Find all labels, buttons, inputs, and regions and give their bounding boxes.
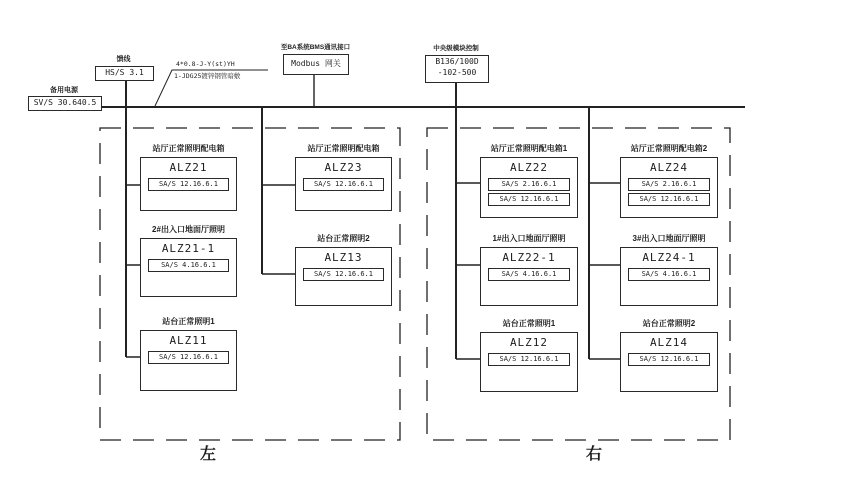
left-group-caption: 左 — [200, 446, 217, 463]
power-supply-box: SV/S 30.640.5 — [28, 96, 102, 111]
device-box — [620, 332, 718, 392]
device-alz21-1 — [140, 224, 237, 297]
device-label: 站厅正常照明配电箱2 — [630, 144, 708, 153]
device-alz14 — [620, 318, 718, 392]
device-code: ALZ24-1 — [642, 251, 696, 264]
device-label: 站台正常照明1 — [162, 317, 215, 326]
power-supply-label: 备用电源 — [50, 87, 78, 94]
device-box — [480, 332, 578, 392]
actuator-module: SA/S 4.16.6.1 — [488, 268, 570, 281]
actuator-module: SA/S 12.16.6.1 — [148, 178, 229, 191]
right-group-caption: 右 — [586, 446, 603, 463]
actuator-module: SA/S 2.16.6.1 — [488, 178, 570, 191]
central-control-model-line1: B136/100D — [435, 57, 479, 66]
stub-lines-a — [126, 185, 140, 357]
device-box — [480, 157, 578, 218]
device-label: 站台正常照明2 — [317, 234, 370, 243]
device-alz24 — [620, 143, 718, 218]
device-alz22-1 — [480, 233, 578, 306]
feeder-box: HS/S 3.1 — [95, 66, 154, 81]
device-label: 站台正常照明2 — [642, 319, 696, 328]
device-code: ALZ21-1 — [161, 242, 216, 255]
device-box — [140, 238, 237, 297]
actuator-module: SA/S 2.16.6.1 — [628, 178, 710, 191]
device-box — [140, 330, 237, 391]
actuator-module: SA/S 12.16.6.1 — [488, 193, 570, 206]
device-label: 3#出入口地面厅照明 — [632, 234, 706, 243]
device-label: 站厅正常照明配电箱1 — [490, 144, 568, 153]
actuator-module: SA/S 12.16.6.1 — [303, 178, 384, 191]
actuator-module: SA/S 12.16.6.1 — [628, 193, 710, 206]
device-box — [480, 247, 578, 306]
device-code: ALZ22 — [509, 161, 549, 174]
actuator-module: SA/S 4.16.6.1 — [628, 268, 710, 281]
device-alz22 — [480, 143, 578, 218]
gateway-box: Modbus 网关 — [283, 54, 349, 75]
actuator-module: SA/S 12.16.6.1 — [303, 268, 384, 281]
device-alz11 — [140, 316, 237, 391]
stub-lines-b — [262, 185, 295, 274]
device-code: ALZ23 — [324, 161, 363, 174]
device-alz23 — [295, 143, 392, 211]
stub-lines-d — [589, 183, 620, 359]
device-code: ALZ13 — [324, 251, 363, 264]
device-code: ALZ14 — [649, 336, 689, 349]
device-alz21 — [140, 143, 237, 211]
device-alz24-1 — [620, 233, 718, 306]
device-alz12 — [480, 318, 578, 392]
central-control-box — [425, 55, 489, 83]
device-label: 2#出入口地面厅照明 — [152, 225, 225, 234]
feeder-label: 馈线 — [116, 56, 131, 63]
central-control-label: 中央级模块控制 — [433, 45, 479, 52]
actuator-module: SA/S 12.16.6.1 — [488, 353, 570, 366]
stub-lines-c — [456, 183, 480, 359]
device-box — [140, 157, 237, 211]
device-code: ALZ12 — [509, 336, 549, 349]
central-control-model-line2: -102-500 — [437, 68, 477, 77]
device-code: ALZ11 — [169, 334, 208, 347]
device-alz13 — [295, 233, 392, 306]
device-box — [295, 247, 392, 306]
actuator-module: SA/S 12.16.6.1 — [628, 353, 710, 366]
actuator-module: SA/S 4.16.6.1 — [148, 259, 229, 272]
device-label: 站厅正常照明配电箱 — [307, 144, 380, 153]
device-code: ALZ24 — [649, 161, 689, 174]
cable-note-line2: 1-JDG25镀锌钢管暗敷 — [174, 72, 241, 80]
device-box — [620, 157, 718, 218]
device-code: ALZ22-1 — [502, 251, 556, 264]
device-label: 1#出入口地面厅照明 — [492, 234, 566, 243]
cable-note-line1: 4*0.8-J-Y(st)YH — [176, 60, 235, 68]
device-box — [295, 157, 392, 211]
device-code: ALZ21 — [169, 161, 208, 174]
gateway-label: 至BA系统BMS通讯接口 — [280, 44, 351, 51]
device-label: 站厅正常照明配电箱 — [152, 144, 225, 153]
device-label: 站台正常照明1 — [502, 319, 556, 328]
actuator-module: SA/S 12.16.6.1 — [148, 351, 229, 364]
device-box — [620, 247, 718, 306]
